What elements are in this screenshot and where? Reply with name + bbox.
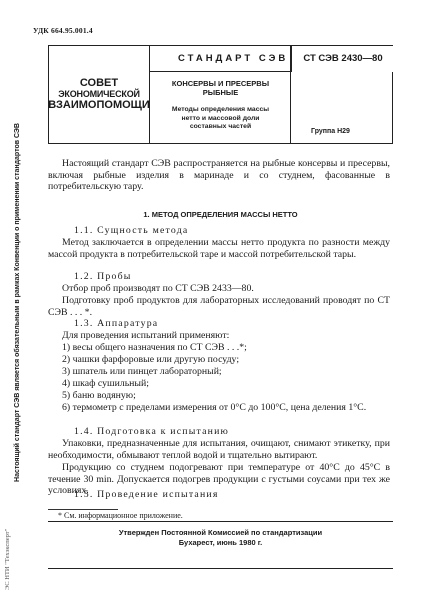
s11-title: 1.1. Сущность метода (74, 225, 189, 236)
s15-title: 1.5. Проведение испытания (74, 489, 219, 500)
subtitle-line-2: нетто и массовой доли (181, 114, 260, 122)
document-title (150, 79, 291, 97)
standard-label: СТАНДАРТ СЭВ (150, 46, 394, 72)
standard-code: СТ СЭВ 2430—80 (291, 46, 394, 72)
equipment-item: 3) шпатель или пинцет лабораторный; (62, 366, 222, 377)
archive-stamp: ЭС НТИ "Техэксперт" (4, 528, 11, 590)
side-note: Настоящий стандарт СЭВ является обязательным в рамках Конвенции о применении стандартов СЭВ (14, 123, 21, 482)
approval-line-2: Бухарест, июнь 1980 г. (178, 538, 263, 547)
title-line-1: КОНСЕРВЫ И ПРЕСЕРВЫ (171, 79, 270, 88)
s12-text-1: Отбор проб производят по СТ СЭВ 2433—80. (62, 283, 254, 294)
header-box (48, 45, 393, 144)
equipment-item: 6) термометр с пределами измерения от 0°С до 100°С, цена деления 1°С. (62, 402, 367, 413)
organization-name (49, 46, 150, 143)
footnote-rule (48, 509, 118, 510)
section-1-heading: 1. МЕТОД ОПРЕДЕЛЕНИЯ МАССЫ НЕТТО (143, 210, 298, 219)
equipment-item: 1) весы общего назначения по СТ СЭВ . . .*; (62, 342, 247, 353)
s14-text-2: Продукцию со студнем подогревают при температуре от 40°С до 45°С в течение 30 min. Допускается подогрев продукции с густыми соусами при тех же условиях. (48, 462, 390, 497)
org-line-2: ЭКОНОМИЧЕСКОЙ (58, 89, 140, 99)
approval-box (48, 521, 393, 569)
group-label: Группа Н29 (311, 128, 350, 135)
s12-title: 1.2. Пробы (74, 271, 132, 282)
org-line-3: ВЗАИМОПОМОЩИ (48, 99, 150, 111)
subtitle-line-1: Методы определения массы (171, 106, 270, 113)
udk-code: УДК 664.95.001.4 (33, 26, 93, 35)
s13-intro: Для проведения испытаний применяют: (62, 330, 230, 341)
s11-text: Метод заключается в определении массы нетто продукта по разности между массой продукта в потребительской таре и массой потребительской тары. (48, 237, 390, 260)
document-subtitle (150, 106, 291, 132)
equipment-item: 5) баню водяную; (62, 390, 136, 401)
subtitle-line-3: составных частей (189, 123, 252, 130)
s13-title: 1.3. Аппаратура (74, 318, 159, 329)
footnote: * См. информационное приложение. (58, 511, 183, 520)
s14-title: 1.4. Подготовка к испытанию (74, 426, 230, 437)
org-line-1: СОВЕТ (79, 77, 119, 89)
s14-text-1: Упаковки, предназначенные для испытания, очищают, снимают этикетку, при необходимости, обмывают теплой водой и тщательно вытирают. (48, 438, 390, 461)
equipment-item: 4) шкаф сушильный; (62, 378, 149, 389)
s12-text-2: Подготовку проб продуктов для лабораторных исследований проводят по СТ СЭВ . . . *. (48, 295, 390, 318)
intro-paragraph: Настоящий стандарт СЭВ распространяется на рыбные консервы и пресервы, включая рыбные изделия в маринаде и со студнем, фасованные в потребительскую тару. (48, 158, 390, 193)
title-line-2: РЫБНЫЕ (202, 88, 239, 97)
approval-line-1: Утвержден Постоянной Комиссией по стандартизации (118, 528, 323, 537)
equipment-item: 2) чашки фарфоровые или другую посуду; (62, 354, 240, 365)
